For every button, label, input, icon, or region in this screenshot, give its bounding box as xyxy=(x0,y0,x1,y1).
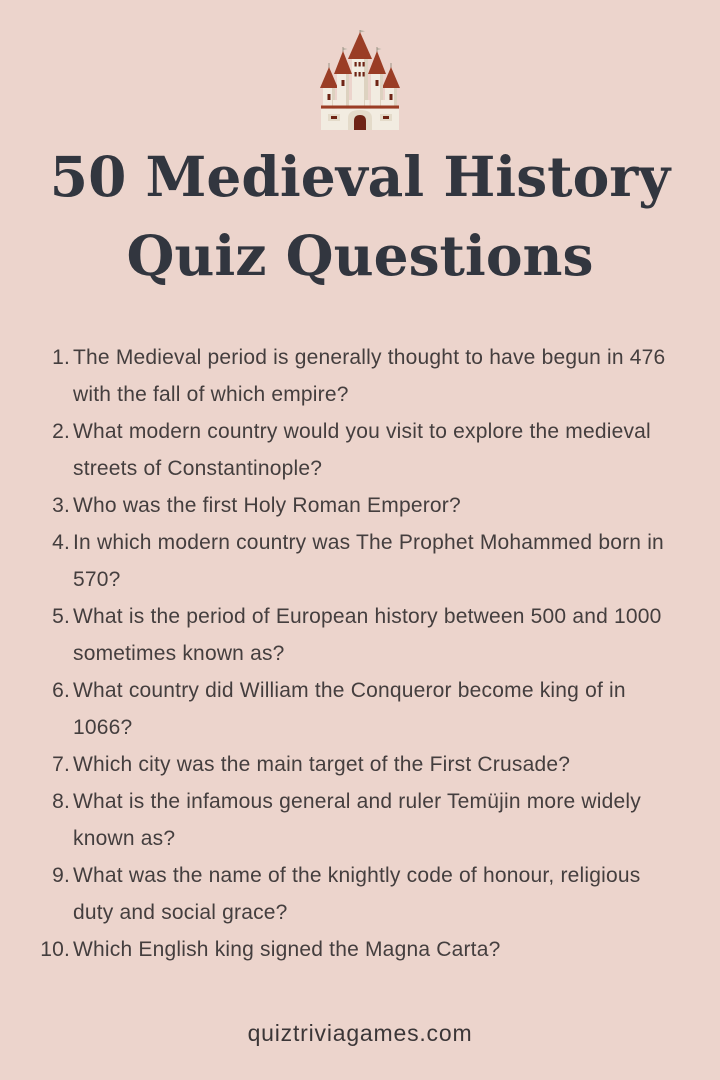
question-item-1 xyxy=(38,339,674,413)
page-title xyxy=(50,138,670,295)
question-text: In which modern country was The Prophet Mohammed born in 570? xyxy=(73,531,664,592)
question-number: 10. xyxy=(40,938,70,962)
question-number: 1. xyxy=(52,346,70,370)
question-item-7 xyxy=(38,746,674,783)
question-number: 3. xyxy=(52,494,70,518)
title-line-1: 50 Medieval History xyxy=(49,144,671,209)
question-text: Which English king signed the Magna Carta? xyxy=(73,938,501,962)
question-text: What is the period of European history between 500 and 1000 sometimes known as? xyxy=(73,605,662,666)
question-item-9 xyxy=(38,857,674,931)
question-text: What is the infamous general and ruler Temüjin more widely known as? xyxy=(73,790,641,851)
question-text: Which city was the main target of the First Crusade? xyxy=(73,753,571,777)
question-number: 5. xyxy=(52,605,70,629)
question-item-4 xyxy=(38,524,674,598)
question-number: 6. xyxy=(52,679,70,703)
castle-icon xyxy=(314,30,406,130)
footer xyxy=(248,1020,473,1047)
question-number: 2. xyxy=(52,420,70,444)
question-text: What was the name of the knightly code of honour, religious duty and social grace? xyxy=(73,864,641,925)
website-text: quiztriviagames.com xyxy=(247,1020,473,1047)
title-line-2: Quiz Questions xyxy=(126,222,594,288)
question-text: What country did William the Conqueror become king of in 1066? xyxy=(73,679,626,740)
question-text: The Medieval period is generally thought to have begun in 476 with the fall of which empire? xyxy=(73,346,666,407)
castle-svg xyxy=(314,30,406,130)
question-number: 8. xyxy=(52,790,70,814)
question-text: Who was the first Holy Roman Emperor? xyxy=(73,494,461,518)
question-item-6 xyxy=(38,672,674,746)
question-item-10 xyxy=(38,931,674,968)
question-number: 7. xyxy=(52,753,70,777)
question-number: 9. xyxy=(52,864,70,888)
question-list xyxy=(0,339,720,968)
question-text: What modern country would you visit to explore the medieval streets of Constantinople? xyxy=(73,420,651,481)
question-item-3 xyxy=(38,487,674,524)
question-number: 4. xyxy=(52,531,70,555)
question-item-2 xyxy=(38,413,674,487)
question-item-8 xyxy=(38,783,674,857)
question-item-5 xyxy=(38,598,674,672)
